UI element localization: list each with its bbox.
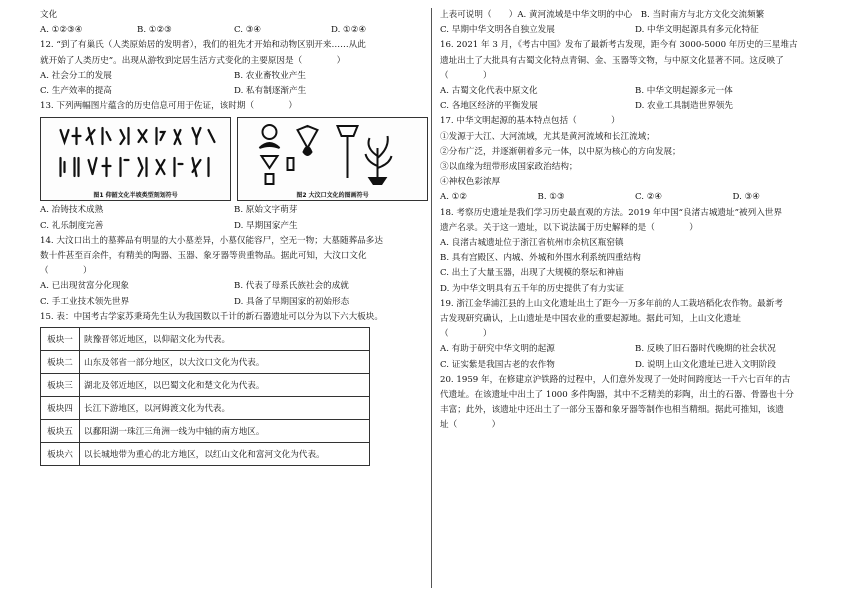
- q14-option-c: C. 手工业技术领先世界: [40, 296, 130, 307]
- q16-line-1: 16. 2021 年 3 月，《考古中国》发布了最新考古发现，距今有 3000-5000 年历史的三星堆古: [440, 40, 798, 51]
- q12-line-1: 12. “到了有巢氏（人类原始居的发明者），我们的祖先才开始和动物区别开来……从此: [40, 40, 366, 51]
- q15-option-c: C. 早期中华文明各自独立发展: [440, 25, 555, 36]
- q17-option-c: C. ②④: [635, 192, 663, 203]
- q11-option-a: A. ①②③④: [40, 25, 83, 36]
- q13-option-b: B. 原始文字萌芽: [234, 205, 298, 216]
- q20-line-4: 址（ ）: [440, 420, 501, 431]
- figure-1-caption: 图1 仰韶文化半坡类型刻划符号: [93, 192, 178, 200]
- q14-option-a: A. 已出现贫富分化现象: [40, 281, 130, 292]
- table-cell: 板块三: [41, 374, 80, 397]
- q19-options-row1: [440, 342, 830, 357]
- q19-options-row2: [440, 358, 830, 373]
- q20-line-3: 丰富；此外，该遗址中还出土了一部分玉器和象牙器等制作也相当精细。据此可推知，该遗: [440, 405, 784, 416]
- q18-line-1: 18. 考察历史遗址是我们学习历史最直观的方法。2019 年中国“良渚古城遗址”被列入世界: [440, 207, 782, 218]
- table-cell: 板块六: [41, 443, 80, 466]
- q19-option-b: B. 反映了旧石器时代晚期的社会状况: [635, 344, 776, 355]
- q11-option-c: C. ③④: [234, 25, 262, 36]
- table-row: [41, 328, 370, 351]
- q19-line-3: （ ）: [440, 329, 492, 340]
- right-column: [440, 8, 830, 434]
- left-column: [40, 8, 428, 466]
- q12-option-a: A. 社会分工的发展: [40, 70, 112, 81]
- q15-stem: 15. 表：中国考古学家苏秉琦先生认为我国数以千计的新石器遗址可以分为以下六大板块。: [40, 311, 383, 322]
- q17-option-a: A. ①②: [440, 192, 468, 203]
- figure-1-banpo-symbols: [40, 117, 231, 201]
- table-cell: 陕豫晋邻近地区，以仰韶文化为代表。: [80, 328, 370, 351]
- q17-item-1: ①发源于大江、大河流域，尤其是黄河流域和长江流域；: [440, 131, 655, 142]
- q11-option-b: B. ①②③: [137, 25, 172, 36]
- q14-option-b: B. 代表了母系氏族社会的成就: [234, 281, 349, 292]
- table-cell: 板块二: [41, 351, 80, 374]
- q12-option-b: B. 农业畜牧业产生: [234, 70, 306, 81]
- table-row: [41, 420, 370, 443]
- q16-options-row2: [440, 99, 830, 114]
- q17-item-2: ②分布广泛，并逐渐朝着多元一体，以中原为核心的方向发展；: [440, 146, 681, 157]
- table-cell: 湖北及邻近地区，以巴蜀文化和楚文化为代表。: [80, 374, 370, 397]
- q13-options-row1: [40, 203, 428, 218]
- table-cell: 以鄱阳湖一珠江三角洲一线为中轴的南方地区。: [80, 420, 370, 443]
- q13-options-row2: [40, 219, 428, 234]
- q13-stem: 13. 下列两幅图片蕴含的历史信息可用于佐证，该时期（ ）: [40, 101, 298, 112]
- q11-option-d: D. ①②④: [331, 25, 367, 36]
- q19-option-a: A. 有助于研究中华文明的起源: [440, 344, 555, 355]
- table-cell: 以长城地带为重心的北方地区，以红山文化和富河文化为代表。: [80, 443, 370, 466]
- q20-line-1: 20. 1959 年，在修建京沪铁路的过程中，人们意外发现了一处时间跨度达一千六七百年的古: [440, 374, 791, 385]
- q18-option-c: C. 出土了大量玉器，出现了大规模的祭坛和神庙: [440, 268, 624, 279]
- q15-options-row: [440, 23, 830, 38]
- figure-2-caption: 图2 大汶口文化的图画符号: [296, 192, 369, 200]
- q16-option-c: C. 各地区经济的平衡发展: [440, 101, 538, 112]
- q17-options: [440, 190, 830, 205]
- q17-item-4: ④神权色彩浓厚: [440, 177, 501, 188]
- q16-options-row1: [440, 84, 830, 99]
- q17-item-3: ③以血缘为纽带形成国家政治结构；: [440, 162, 578, 173]
- q16-option-d: D. 农业工具制造世界领先: [635, 101, 733, 112]
- q16-line-3: （ ）: [440, 70, 492, 81]
- q19-line-1: 19. 浙江金华浦江县的上山文化遗址出土了距今一万多年前的人工栽培稻化农作物。最新考: [440, 298, 783, 309]
- q19-line-2: 古发现研究确认，上山遗址是中国农业的重要起源地。据此可知，上山文化遗址: [440, 314, 741, 325]
- table-row: [41, 351, 370, 374]
- q16-line-2: 遗址出土了大批具有古蜀文化特点青铜、金、玉器等文物，与中原文化显著不同。这反映了: [440, 55, 784, 66]
- figure-2-dawenkou-symbols: [237, 117, 428, 201]
- q12-line-2: 就开始了人类历史”。出现从游牧到定居生活方式变化的主要原因是（ ）: [40, 55, 346, 66]
- q12-option-c: C. 生产效率的提高: [40, 86, 112, 97]
- q19-option-c: C. 证实紫是我国古老的农作物: [440, 359, 555, 370]
- regions-table: [40, 327, 370, 466]
- q11-options: [40, 23, 428, 38]
- column-divider: [431, 8, 432, 588]
- q17-stem: 17. 中华文明起源的基本特点包括（ ）: [440, 116, 620, 127]
- text-line: 文化: [40, 10, 58, 20]
- table-row: [41, 443, 370, 466]
- table-cell: 长江下游地区，以河姆渡文化为代表。: [80, 397, 370, 420]
- q14-options-row2: [40, 295, 428, 310]
- q14-options-row1: [40, 279, 428, 294]
- q18-line-2: 遗产名录。关于这一遗址，以下说法属于历史解释的是（ ）: [440, 222, 698, 233]
- q14-line-2: 数十件甚至百余件，有精美的陶器、玉器、象牙器等贵重物品。据此可知，大汶口文化: [40, 251, 367, 262]
- table-row: [41, 397, 370, 420]
- q14-option-d: D. 具备了早期国家的初始形态: [234, 296, 350, 307]
- table-cell: 板块一: [41, 328, 80, 351]
- q12-options-row1: [40, 69, 428, 84]
- q13-figures: [40, 117, 428, 201]
- table-cell: 板块四: [41, 397, 80, 420]
- table-row: [41, 374, 370, 397]
- q13-option-a: A. 冶铸技术成熟: [40, 205, 104, 216]
- q14-line-3: （ ）: [40, 266, 92, 277]
- q14-line-1: 14. 大汶口出土的墓葬品有明显的大小墓差异，小墓仅能容尸，空无一物；大墓随葬品多达: [40, 235, 383, 246]
- q16-option-b: B. 中华文明起源多元一体: [635, 86, 733, 97]
- pictograph-symbols-image: [238, 118, 427, 190]
- q12-option-d: D. 私有制逐渐产生: [234, 86, 307, 97]
- table-cell: 山东及邻省一部分地区，以大汶口文化为代表。: [80, 351, 370, 374]
- q18-option-d: D. 为中华文明具有五千年的历史提供了有力实证: [440, 283, 624, 294]
- q16-option-a: A. 古蜀文化代表中原文化: [440, 86, 538, 97]
- q15-option-d: D. 中华文明起源具有多元化特征: [635, 25, 759, 36]
- carved-symbols-image: [41, 118, 230, 190]
- q20-line-2: 代遗址。在该遗址中出土了 1000 多件陶器，其中不乏精美的彩陶，出土的石器、骨器也十分: [440, 390, 794, 401]
- q18-option-b: B. 具有宫殿区、内城、外城和外围水利系统四重结构: [440, 253, 641, 264]
- q12-options-row2: [40, 84, 428, 99]
- q15-tail: 上表可说明（ ）A. 黄河流域是中华文明的中心 B. 当时南方与北方文化交流频繁: [440, 10, 765, 20]
- q18-option-a: A. 良渚古城遗址位于浙江省杭州市余杭区瓶窑镇: [440, 238, 624, 249]
- q13-option-d: D. 早期国家产生: [234, 220, 298, 231]
- table-cell: 板块五: [41, 420, 80, 443]
- q19-option-d: D. 说明上山文化遗址已进入文明阶段: [635, 359, 776, 370]
- q13-option-c: C. 礼乐制度完善: [40, 220, 104, 231]
- q17-option-b: B. ①③: [537, 192, 565, 203]
- q17-option-d: D. ③④: [732, 192, 760, 203]
